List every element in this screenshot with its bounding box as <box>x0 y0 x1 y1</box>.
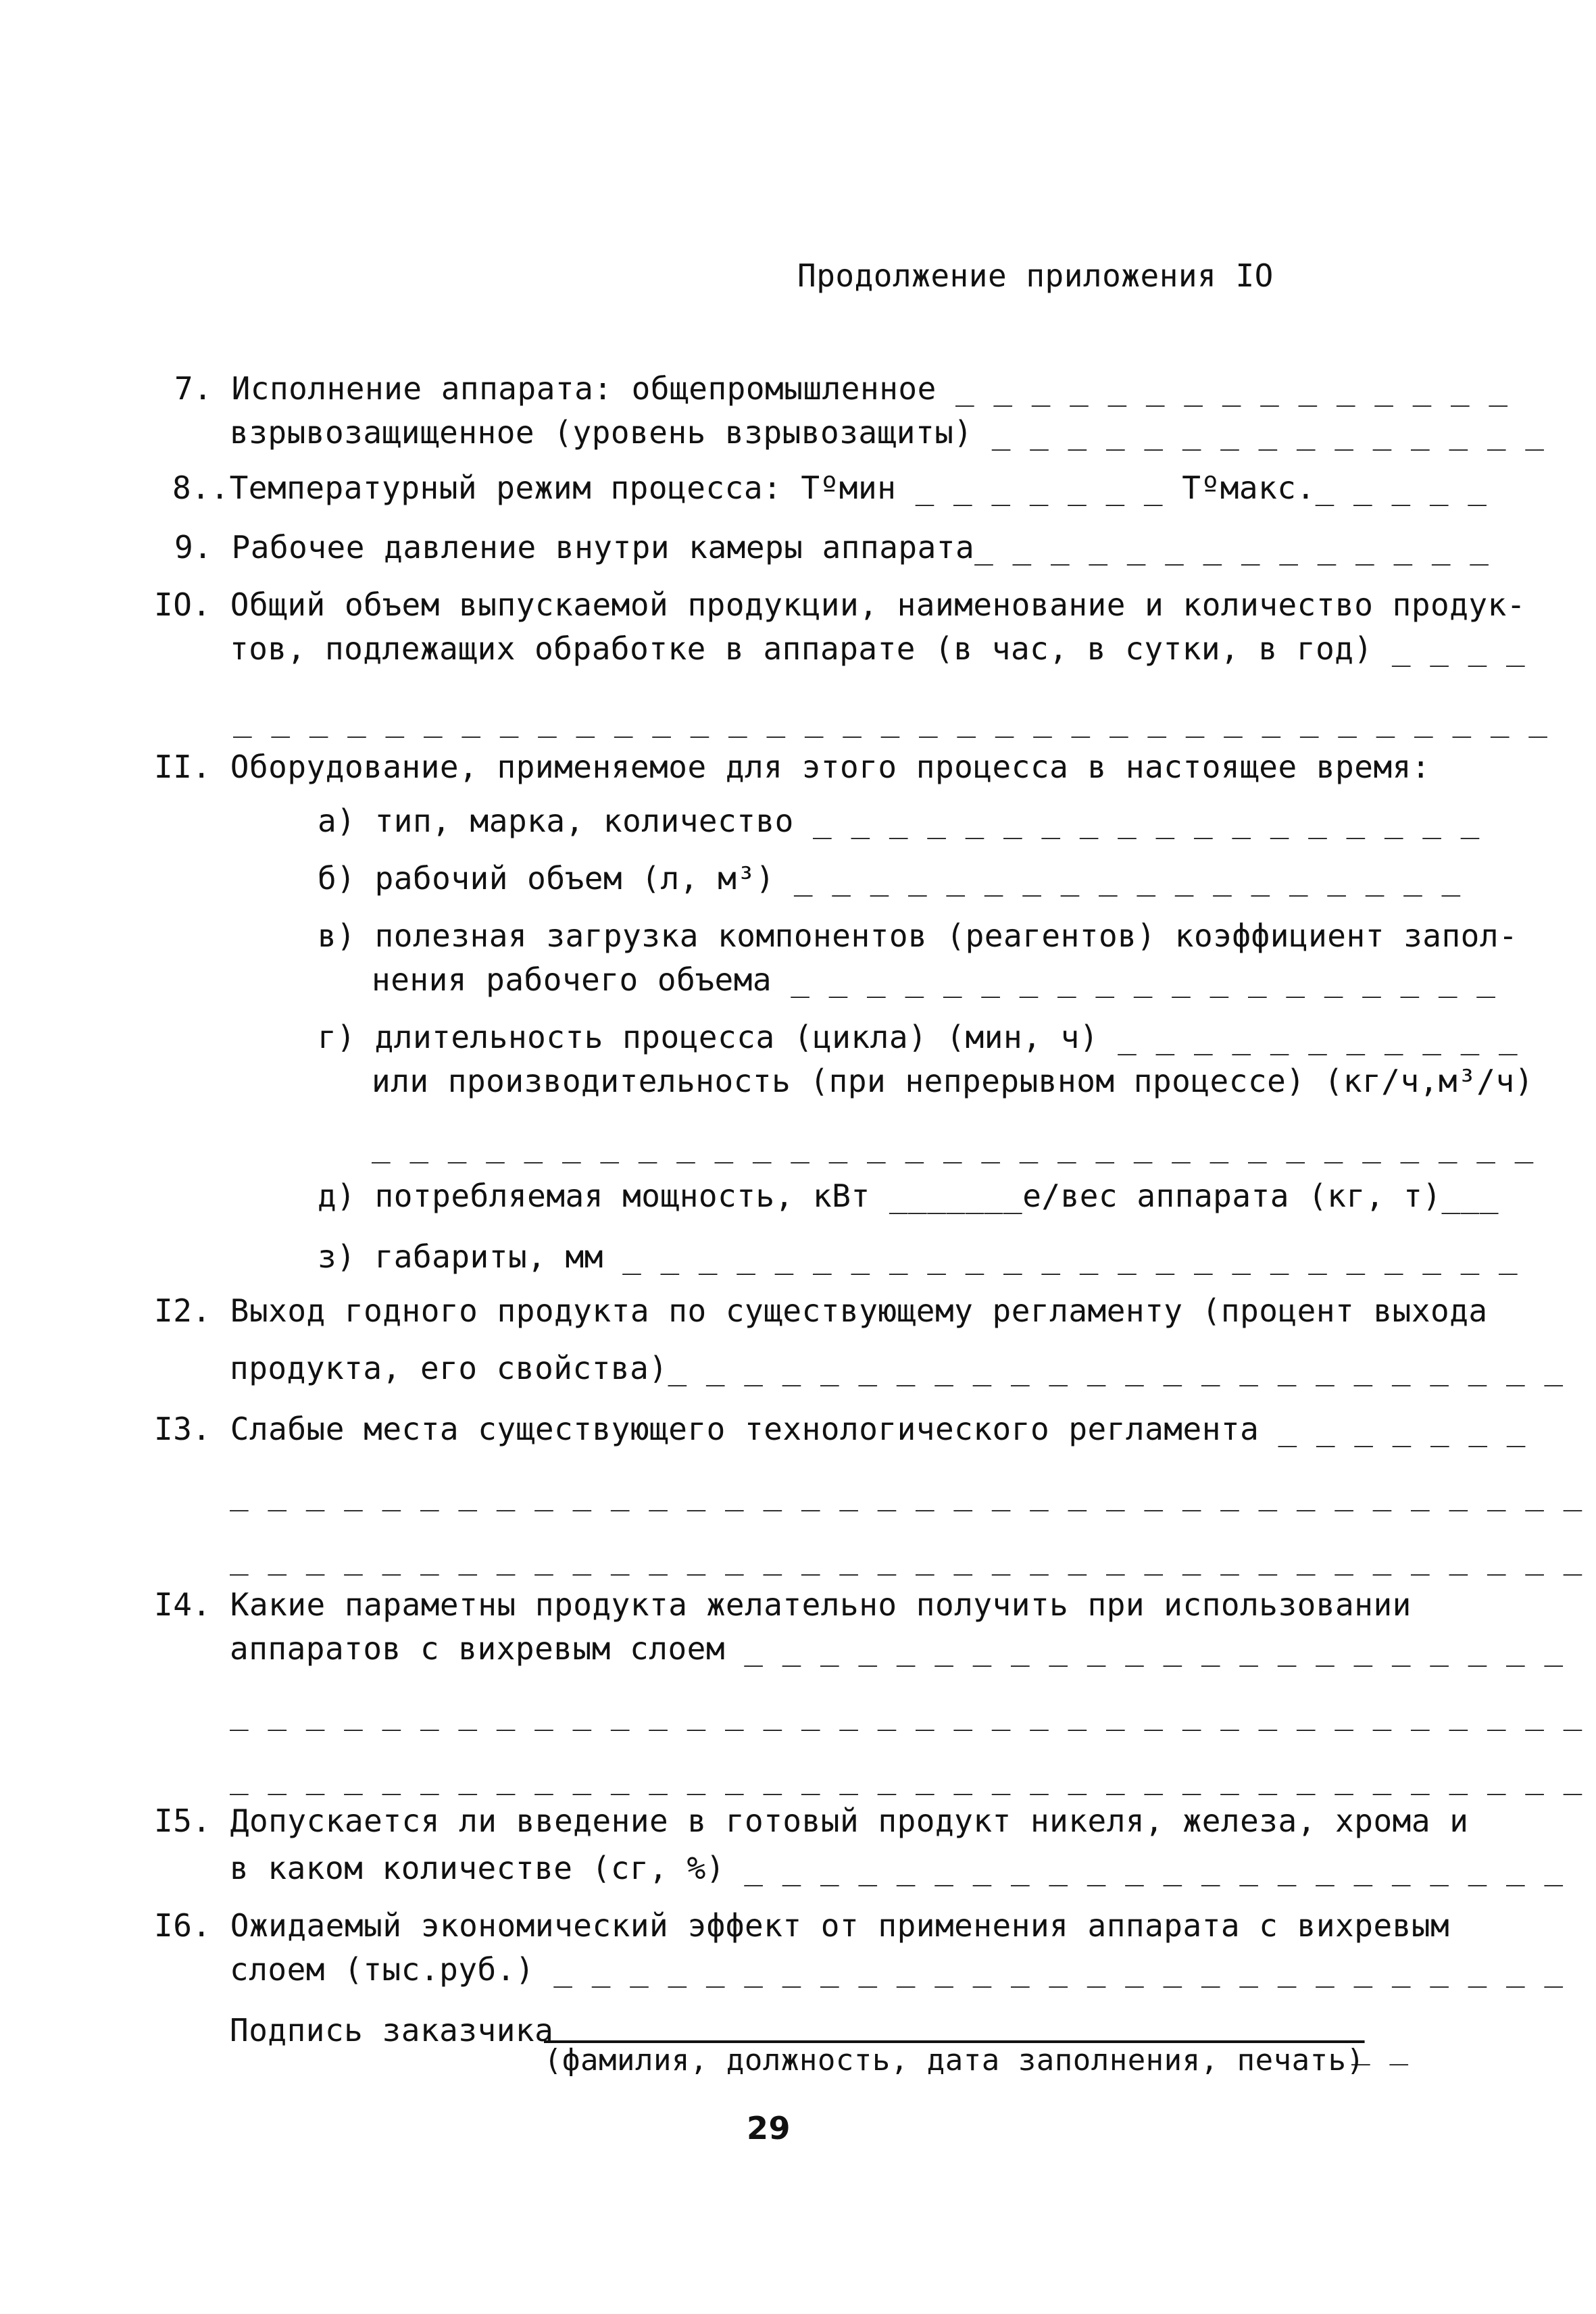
item-11-g-blank: _ _ _ _ _ _ _ _ _ _ _ _ _ _ _ _ _ _ _ _ _ _ _ _ _ _ _ _ _ _ _ <box>372 1127 1534 1163</box>
item-13-blank-1: _ _ _ _ _ _ _ _ _ _ _ _ _ _ _ _ _ _ _ _ _ _ _ _ _ _ _ _ _ _ _ _ _ _ _ _ <box>230 1475 1582 1511</box>
item-11: II. Оборудование, применяемое для этого процесса в настоящее время: <box>154 749 1431 785</box>
item-10-blank: _ _ _ _ _ _ _ _ _ _ _ _ _ _ _ _ _ _ _ _ _ _ _ _ _ _ _ _ _ _ _ _ _ _ _ <box>233 701 1548 738</box>
item-11-g-line-2: или производительность (при непрерывном процессе) (кг/ч,м³/ч) <box>372 1063 1534 1099</box>
item-15-line-1: I5. Допускается ли введение в готовый продукт никеля, железа, хрома и <box>154 1803 1469 1839</box>
item-11-d: д) потребляемая мощность, кВт _______е/вес аппарата (кг, т)___ <box>318 1178 1499 1214</box>
item-14-blank-1: _ _ _ _ _ _ _ _ _ _ _ _ _ _ _ _ _ _ _ _ _ _ _ _ _ _ _ _ _ _ _ _ _ _ _ _ <box>230 1694 1582 1731</box>
item-12-line-1: I2. Выход годного продукта по существующему регламенту (процент выхода <box>154 1292 1488 1329</box>
item-11-b: б) рабочий объем (л, м³) _ _ _ _ _ _ _ _ _ _ _ _ _ _ _ _ _ _ <box>318 860 1461 897</box>
item-12-line-2: продукта, его свойства)_ _ _ _ _ _ _ _ _ _ _ _ _ _ _ _ _ _ _ _ _ _ _ _ <box>230 1350 1564 1386</box>
item-11-g-line-1: г) длительность процесса (цикла) (мин, ч) _ _ _ _ _ _ _ _ _ _ _ <box>318 1019 1518 1055</box>
item-9: 9. Рабочее давление внутри камеры аппарата_ _ _ _ _ _ _ _ _ _ _ _ _ _ <box>174 529 1489 565</box>
item-16-line-1: I6. Ожидаемый экономический эффект от применения аппарата с вихревым <box>154 1907 1450 1944</box>
item-15-line-2: в каком количестве (сг, %) _ _ _ _ _ _ _ _ _ _ _ _ _ _ _ _ _ _ _ _ _ _ <box>230 1850 1564 1886</box>
signature-tail: _ _ <box>1351 2029 1409 2065</box>
item-11-z: з) габариты, мм _ _ _ _ _ _ _ _ _ _ _ _ _ _ _ _ _ _ _ _ _ _ _ _ <box>318 1238 1518 1275</box>
item-11-v-line-2: нения рабочего объема _ _ _ _ _ _ _ _ _ _ _ _ _ _ _ _ _ _ _ <box>372 961 1496 998</box>
item-16-line-2: слоем (тыс.руб.) _ _ _ _ _ _ _ _ _ _ _ _ _ _ _ _ _ _ _ _ _ _ _ _ _ _ _ <box>230 1951 1564 1988</box>
item-14-line-1: I4. Какие параметны продукта желательно получить при использовании <box>154 1586 1412 1623</box>
item-11-a: а) тип, марка, количество _ _ _ _ _ _ _ _ _ _ _ _ _ _ _ _ _ _ <box>318 803 1480 839</box>
item-11-v-line-1: в) полезная загрузка компонентов (реагентов) коэффициент запол- <box>318 917 1518 954</box>
item-14-line-2: аппаратов с вихревым слоем _ _ _ _ _ _ _ _ _ _ _ _ _ _ _ _ _ _ _ _ _ _ <box>230 1630 1564 1667</box>
item-14-blank-2: _ _ _ _ _ _ _ _ _ _ _ _ _ _ _ _ _ _ _ _ _ _ _ _ _ _ _ _ _ _ _ _ _ _ _ _ <box>230 1759 1582 1795</box>
item-8: 8..Температурный режим процесса: Tºмин _ _ _ _ _ _ _ Tºмакс._ _ _ _ _ <box>172 470 1487 506</box>
item-10-line-2: тов, подлежащих обработке в аппарате (в час, в сутки, в год) _ _ _ _ <box>230 630 1526 667</box>
item-7-line-2: взрывозащищенное (уровень взрывозащиты) _ _ _ _ _ _ _ _ _ _ _ _ _ _ _ <box>230 414 1545 451</box>
item-7-line-1: 7. Исполнение аппарата: общепромышленное _ _ _ _ _ _ _ _ _ _ _ _ _ _ _ <box>174 370 1508 407</box>
signature-note: (фамилия, должность, дата заполнения, печать) <box>544 2043 1365 2078</box>
item-10-line-1: IO. Общий объем выпускаемой продукции, наименование и количество продук- <box>154 586 1526 623</box>
page-header: Продолжение приложения IO <box>797 257 1274 294</box>
page-number: 29 <box>747 2110 791 2146</box>
item-13-blank-2: _ _ _ _ _ _ _ _ _ _ _ _ _ _ _ _ _ _ _ _ _ _ _ _ _ _ _ _ _ _ _ _ _ _ _ _ <box>230 1539 1582 1576</box>
item-13: I3. Слабые места существующего технологического регламента _ _ _ _ _ _ _ <box>154 1411 1526 1447</box>
signature-label: Подпись заказчика <box>230 2012 554 2048</box>
